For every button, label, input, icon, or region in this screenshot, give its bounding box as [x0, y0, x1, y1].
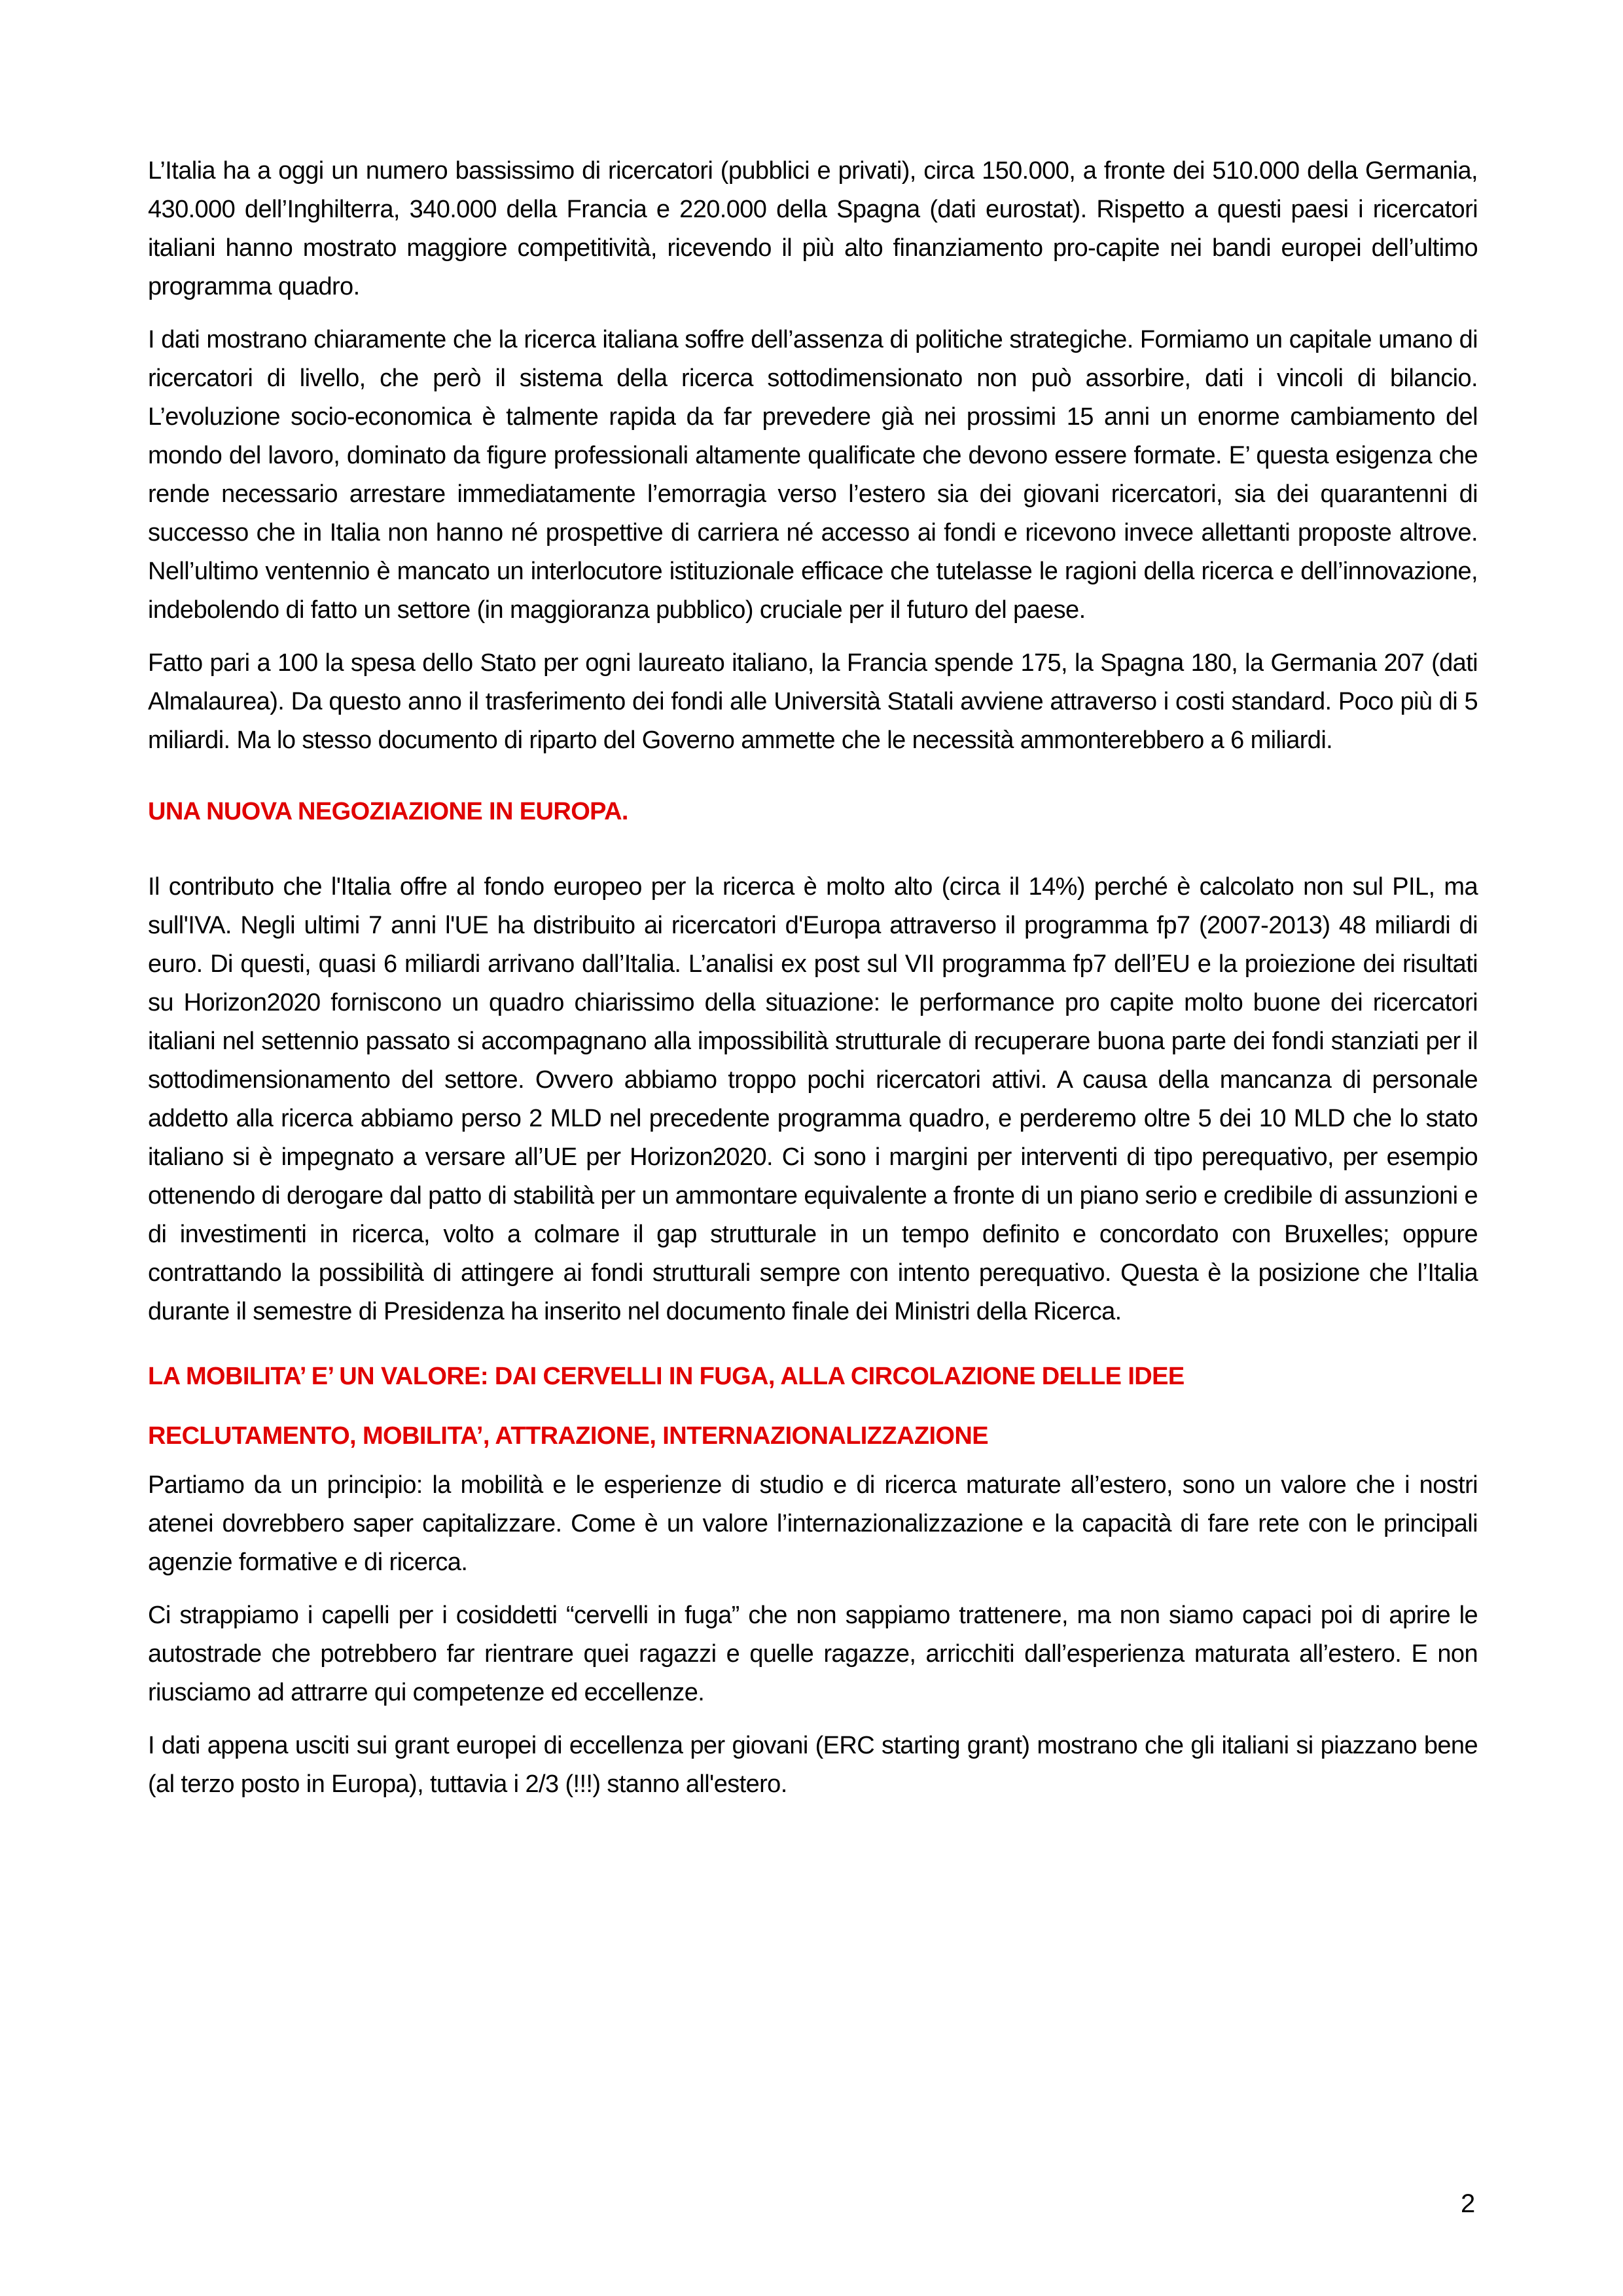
paragraph-european-fund: Il contributo che l'Italia offre al fondo europeo per la ricerca è molto alto (circa il 14%) perché è calcolato non sul PIL, ma sull'IVA. Negli ultimi 7 anni l'UE ha distribuito ai ricercatori d'Europa attraverso il programma fp7 (2007-2013) 48 miliardi di euro. Di questi, quasi 6 miliardi arrivano dall’Italia. L’analisi ex post sul VII programma fp7 dell’EU e la proiezione dei risultati su Horizon2020 forniscono un quadro chiarissimo della situazione: le performance pro capite molto buone dei ricercatori italiani nel settennio passato si accompagnano alla impossibilità strutturale di recuperare buona parte dei fondi stanziati per il sottodimensionamento del settore. Ovvero abbiamo troppo pochi ricercatori attivi. A causa della mancanza di personale addetto alla ricerca abbiamo perso 2 MLD nel precedente programma quadro, e perderemo oltre 5 dei 10 MLD che lo stato italiano si è impegnato a versare all’UE per Horizon2020. Ci sono i margini per interventi di tipo perequativo, per esempio ottenendo di derogare dal patto di stabilità per un ammontare equivalente a fronte di un piano serio e credibile di assunzioni e di investimenti in ricerca, volto a colmare il gap strutturale in un tempo definito e concordato con Bruxelles; oppure contrattando la possibilità di attingere ai fondi strutturali sempre con intento perequativo. Questa è la posizione che l’Italia durante il semestre di Presidenza ha inserito nel documento finale dei Ministri della Ricerca. [148, 873, 1478, 1325]
paragraph-spending-per-graduate: Fatto pari a 100 la spesa dello Stato per ogni laureato italiano, la Francia spende 175, la Spagna 180, la Germania 207 (dati Almalaurea). Da questo anno il trasferimento dei fondi alle Università Statali avviene attraverso i costi standard. Poco più di 5 miliardi. Ma lo stesso documento di riparto del Governo ammette che le necessità ammonterebbero a 6 miliardi. [148, 649, 1478, 754]
document-page [148, 152, 1478, 1818]
paragraph-mobility-principle: Partiamo da un principio: la mobilità e le esperienze di studio e di ricerca maturate all’estero, sono un valore che i nostri atenei dovrebbero saper capitalizzare. Come è un valore l’internazionalizzazione e la capacità di fare rete con le principali agenzie formative e di ricerca. [148, 1471, 1478, 1576]
page-number: 2 [1461, 2189, 1476, 2218]
paragraph-strategic-policies: I dati mostrano chiaramente che la ricerca italiana soffre dell’assenza di politiche strategiche. Formiamo un capitale umano di ricercatori di livello, che però il sistema della ricerca sottodimensionato non può assorbire, dati i vincoli di bilancio. L’evoluzione socio-economica è talmente rapida da far prevedere già nei prossimi 15 anni un enorme cambiamento del mondo del lavoro, dominato da figure professionali altamente qualificate che devono essere formate. E’ questa esigenza che rende necessario arrestare immediatamente l’emorragia verso l’estero sia dei giovani ricercatori, sia dei quarantenni di successo che in Italia non hanno né prospettive di carriera né accesso ai fondi e ricevono invece allettanti proposte altrove. Nell’ultimo ventennio è mancato un interlocutore istituzionale efficace che tutelasse le ragioni della ricerca e dell’innovazione, indebolendo di fatto un settore (in maggioranza pubblico) cruciale per il futuro del paese. [148, 326, 1478, 624]
paragraph-brain-drain: Ci strappiamo i capelli per i cosiddetti “cervelli in fuga” che non sappiamo trattenere, ma non siamo capaci poi di aprire le autostrade che potrebbero far rientrare quei ragazzi e quelle ragazze, arricchiti dall’esperienza maturata all’estero. E non riusciamo ad attrarre qui competenze ed eccellenze. [148, 1602, 1478, 1706]
section-heading-mobilita: LA MOBILITA’ E’ UN VALORE: DAI CERVELLI IN FUGA, ALLA CIRCOLAZIONE DELLE IDEE [148, 1363, 1185, 1390]
paragraph-erc-grants: I dati appena usciti sui grant europei di eccellenza per giovani (ERC starting grant) mostrano che gli italiani si piazzano bene (al terzo posto in Europa), tuttavia i 2/3 (!!!) stanno all'estero. [148, 1732, 1478, 1798]
section-subheading-reclutamento: RECLUTAMENTO, MOBILITA’, ATTRAZIONE, INTERNAZIONALIZZAZIONE [148, 1422, 988, 1450]
paragraph-researchers-count: L’Italia ha a oggi un numero bassissimo di ricercatori (pubblici e privati), circa 150.000, a fronte dei 510.000 della Germania, 430.000 dell’Inghilterra, 340.000 della Francia e 220.000 della Spagna (dati eurostat). Rispetto a questi paesi i ricercatori italiani hanno mostrato maggiore competitività, ricevendo il più alto finanziamento pro-capite nei bandi europei dell’ultimo programma quadro. [148, 157, 1478, 300]
section-heading-europa: UNA NUOVA NEGOZIAZIONE IN EUROPA. [148, 798, 628, 825]
